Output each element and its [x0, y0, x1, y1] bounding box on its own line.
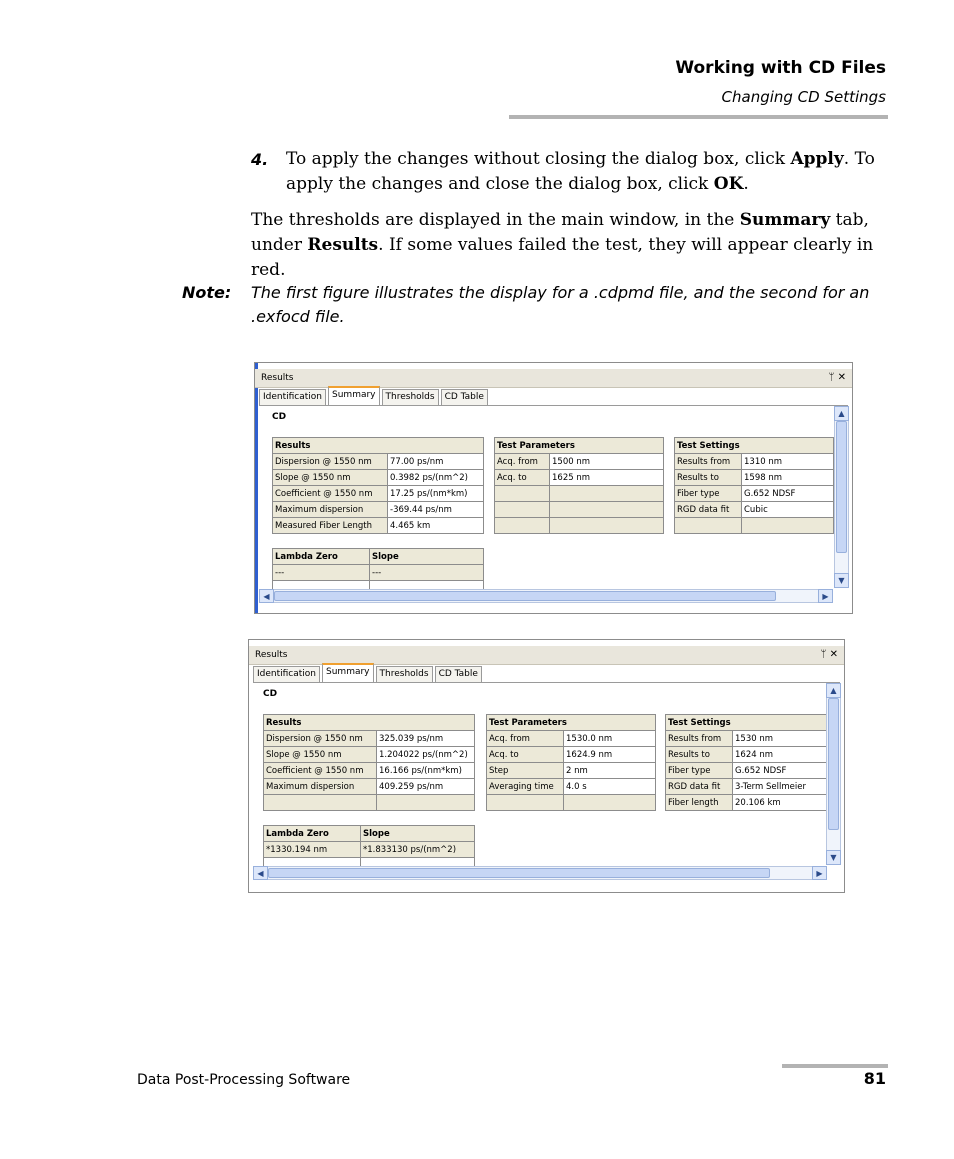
- horizontal-scrollbar[interactable]: [253, 866, 827, 880]
- vertical-scrollbar[interactable]: [834, 406, 849, 588]
- scroll-down-icon[interactable]: ▼: [826, 850, 841, 865]
- footer-product-name: Data Post-Processing Software: [137, 1072, 351, 1088]
- scroll-left-icon[interactable]: ◀: [259, 589, 274, 603]
- note-text: The first figure illustrates the display for a .cdpmd file, and the second for an .exfocd file.: [251, 283, 870, 326]
- lambda-zero-table: Lambda Zero Slope --- ---: [272, 548, 484, 597]
- panel-title: Results: [261, 373, 294, 383]
- test-settings-table: Test Settings Results from 1530 nm Results to 1624 nm Fiber type G.652 NDSF RGD data fit 3-Term Sellmeier Fiber length 20.106 km: [665, 714, 827, 811]
- tab-thresholds[interactable]: Thresholds: [382, 389, 439, 405]
- step-text: To apply the changes without closing the dialog box, click Apply. To apply the changes and close the dialog box, click OK.: [286, 149, 875, 194]
- header-rule: [509, 115, 888, 119]
- results-panel-exfocd: [248, 639, 845, 893]
- tab-summary[interactable]: Summary: [322, 663, 374, 682]
- tab-identification[interactable]: Identification: [253, 666, 320, 682]
- running-header-subtitle: Changing CD Settings: [721, 88, 886, 106]
- tab-thresholds[interactable]: Thresholds: [376, 666, 433, 682]
- section-cd-label: CD: [263, 689, 278, 699]
- tab-bar: [253, 666, 484, 682]
- ok-keyword: OK: [713, 174, 744, 194]
- results-table-header: Results: [264, 715, 475, 731]
- scroll-up-icon[interactable]: ▲: [834, 406, 849, 421]
- tab-identification[interactable]: Identification: [259, 389, 326, 405]
- panel-focus-bar: [255, 363, 258, 613]
- horizontal-scroll-thumb[interactable]: [268, 868, 770, 878]
- results-table: Results Dispersion @ 1550 nm 325.039 ps/nm Slope @ 1550 nm 1.204022 ps/(nm^2) Coefficient @ 1550 nm 16.166 ps/(nm*km) Maximum dispersion 409.259 ps/nm: [263, 714, 475, 811]
- tab-bar: [259, 389, 490, 405]
- step-number: 4.: [251, 150, 269, 169]
- test-parameters-table: Test Parameters Acq. from 1530.0 nm Acq. to 1624.9 nm Step 2 nm Averaging time 4.0 s: [486, 714, 656, 811]
- scroll-up-icon[interactable]: ▲: [826, 683, 841, 698]
- apply-keyword: Apply: [790, 149, 844, 169]
- scroll-left-icon[interactable]: ◀: [253, 866, 268, 880]
- results-keyword: Results: [307, 235, 379, 255]
- scroll-down-icon[interactable]: ▼: [834, 573, 849, 588]
- footer-rule: [782, 1064, 888, 1068]
- running-header-title: Working with CD Files: [675, 58, 886, 78]
- vertical-scrollbar[interactable]: [826, 683, 841, 865]
- lambda-zero-table: Lambda Zero Slope *1330.194 nm *1.833130 ps/(nm^2): [263, 825, 475, 874]
- section-cd-label: CD: [272, 412, 287, 422]
- tab-cd-table[interactable]: CD Table: [435, 666, 482, 682]
- horizontal-scrollbar[interactable]: [259, 589, 833, 603]
- panel-title: Results: [255, 650, 288, 660]
- vertical-scroll-thumb[interactable]: [836, 421, 847, 553]
- vertical-scroll-thumb[interactable]: [828, 698, 839, 830]
- summary-keyword: Summary: [739, 210, 831, 230]
- note-label: Note:: [182, 283, 232, 302]
- results-table: Results Dispersion @ 1550 nm 77.00 ps/nm Slope @ 1550 nm 0.3982 ps/(nm^2) Coefficient @ 1550 nm 17.25 ps/(nm*km) Maximum dispersion -369.44 ps/nm Measured Fiber Length 4.465 km: [272, 437, 484, 534]
- page-number: 81: [863, 1069, 886, 1088]
- test-settings-table: Test Settings Results from 1310 nm Results to 1598 nm Fiber type G.652 NDSF RGD data fit Cubic: [674, 437, 834, 534]
- results-panel-cdpmd: [254, 362, 853, 614]
- pin-close-icon[interactable]: ᛘ ✕: [828, 372, 846, 383]
- horizontal-scroll-thumb[interactable]: [274, 591, 776, 601]
- results-table-header: Results: [273, 438, 484, 454]
- tab-cd-table[interactable]: CD Table: [441, 389, 488, 405]
- test-parameters-table: Test Parameters Acq. from 1500 nm Acq. to 1625 nm: [494, 437, 664, 534]
- tab-summary[interactable]: Summary: [328, 386, 380, 405]
- thresholds-paragraph: The thresholds are displayed in the main window, in the Summary tab, under Results. If some values failed the test, they will appear clearly in red.: [251, 210, 874, 280]
- pin-close-icon[interactable]: ᛘ ✕: [820, 649, 838, 660]
- scroll-right-icon[interactable]: ▶: [812, 866, 827, 880]
- scroll-right-icon[interactable]: ▶: [818, 589, 833, 603]
